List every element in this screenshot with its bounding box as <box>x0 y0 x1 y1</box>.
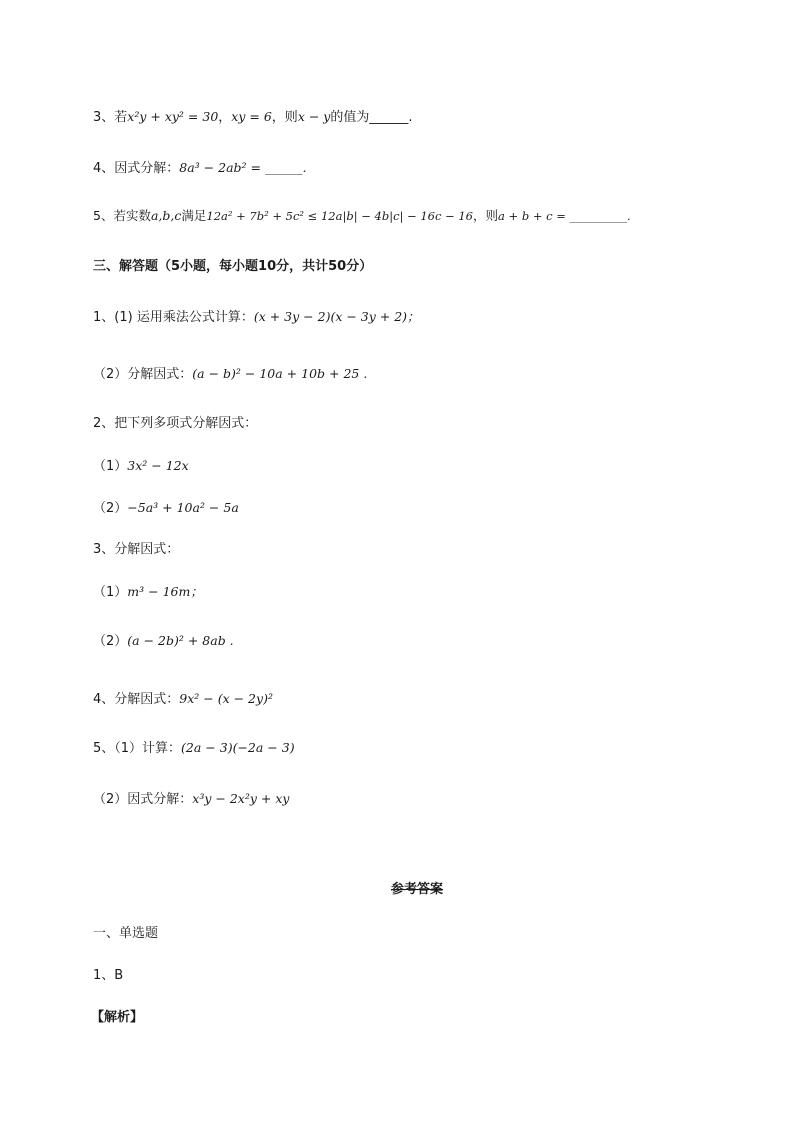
fill-item-5: 5、若实数a,b,c满足12a² + 7b² + 5c² ≤ 12a|b| − 4b|c| − 16c − 16，则a + b + c = __________. <box>93 208 631 223</box>
question-3-part-2: （2）(a − 2b)² + 8ab . <box>93 633 234 649</box>
answers-title: 参考答案 <box>390 882 443 897</box>
question-5-part-1: 5、（1）计算：(2a − 3)(−2a − 3) <box>93 740 295 756</box>
fill-item-4: 4、因式分解：8a³ − 2ab² = ______. <box>93 160 307 176</box>
math-expr: a,b,c <box>150 208 182 223</box>
question-1-part-2: （2）分解因式：(a − b)² − 10a + 10b + 25 . <box>93 366 368 382</box>
question-4: 4、分解因式：9x² − (x − 2y)² <box>93 691 273 707</box>
section-3-title: 三、解答题（5小题，每小题10分，共计50分） <box>93 259 373 274</box>
question-3-stem: 3、分解因式： <box>93 542 180 557</box>
question-3-part-1: （1）m³ − 16m； <box>93 584 203 600</box>
math-expr: m³ − 16m； <box>127 584 203 599</box>
math-expr: a + b + c = __________. <box>498 209 631 223</box>
answers-title-wrap <box>0 881 794 899</box>
math-expr: x − y <box>297 109 331 124</box>
math-expr: −5a³ + 10a² − 5a <box>127 500 239 515</box>
math-expr: (a − b)² − 10a + 10b + 25 . <box>192 366 368 381</box>
answers-section-1: 一、单选题 <box>93 926 159 941</box>
math-expr: 8a³ − 2ab² = ______. <box>179 160 307 175</box>
math-expr: xy = 6 <box>231 109 272 124</box>
question-2-part-2: （2）−5a³ + 10a² − 5a <box>93 500 239 516</box>
math-expr: x³y − 2x²y + xy <box>192 791 290 806</box>
question-2-part-1: （1）3x² − 12x <box>93 458 189 474</box>
math-expr: x²y + xy² = 30 <box>127 109 219 124</box>
math-expr: 12a² + 7b² + 5c² ≤ 12a|b| − 4b|c| − 16c − 16 <box>206 209 473 223</box>
math-expr: (x + 3y − 2)(x − 3y + 2)； <box>253 309 420 324</box>
question-2-stem: 2、把下列多项式分解因式： <box>93 416 258 431</box>
math-expr: 9x² − (x − 2y)² <box>179 691 273 706</box>
fill-item-3: 3、若x²y + xy² = 30，xy = 6，则x − y的值为______. <box>93 109 413 125</box>
answer-item-1: 1、B <box>93 968 124 983</box>
math-expr: (2a − 3)(−2a − 3) <box>181 740 295 755</box>
question-5-part-2: （2）因式分解：x³y − 2x²y + xy <box>93 791 290 807</box>
math-expr: (a − 2b)² + 8ab . <box>127 633 234 648</box>
analysis-label: 【解析】 <box>91 1010 144 1025</box>
math-expr: 3x² − 12x <box>127 458 189 473</box>
question-1-part-1: 1、(1) 运用乘法公式计算：(x + 3y − 2)(x − 3y + 2)； <box>93 309 420 325</box>
